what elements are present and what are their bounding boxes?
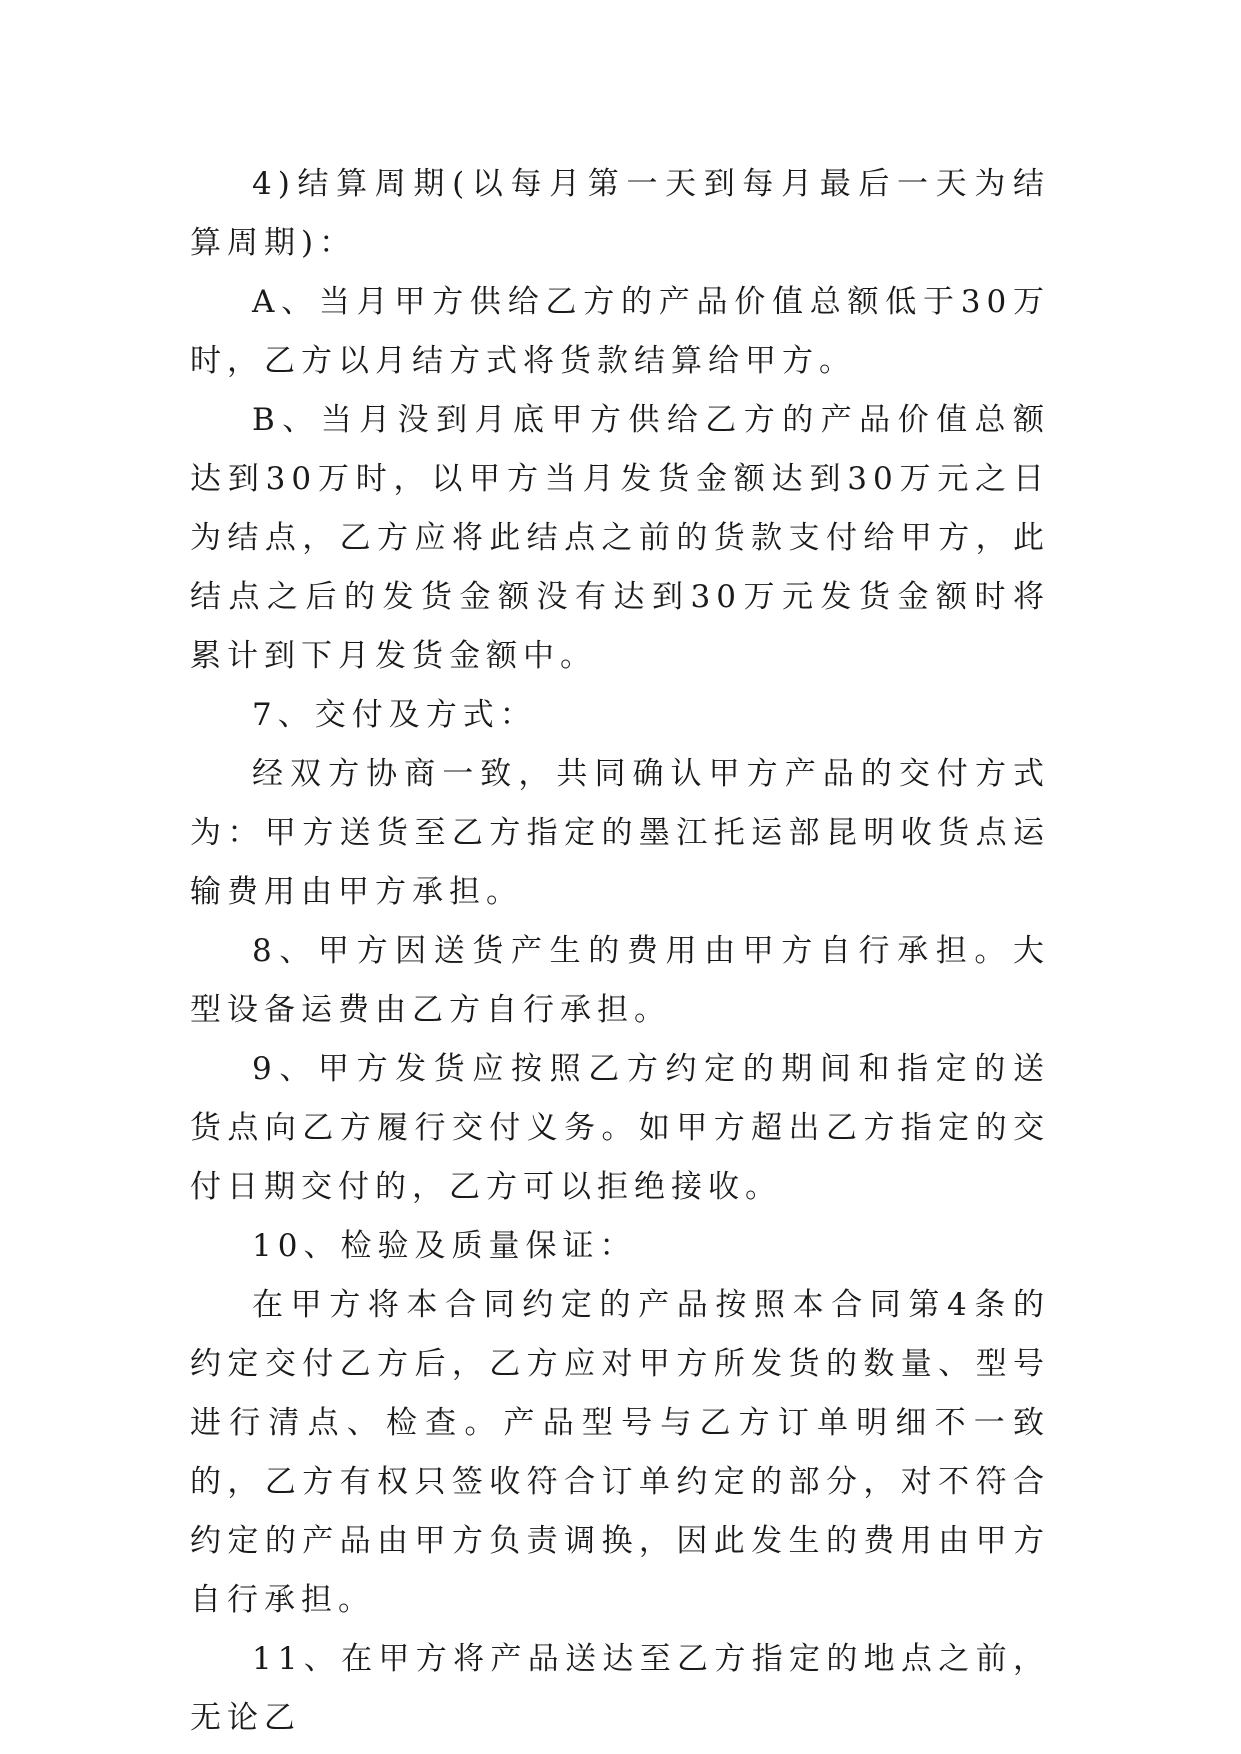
paragraph-inspection: 在甲方将本合同约定的产品按照本合同第4条的约定交付乙方后，乙方应对甲方所发货的数量、型号进行清点、检查。产品型号与乙方订单明细不一致的，乙方有权只签收符合订单约定的部分，对不符合约定的产品由甲方负责调换，因此发生的费用由甲方自行承担。: [190, 1287, 1050, 1618]
paragraph-settlement-period: 4)结算周期(以每月第一天到每月最后一天为结算周期)：: [190, 166, 1050, 261]
paragraph-clause-8: 8、甲方因送货产生的费用由甲方自行承担。大型设备运费由乙方自行承担。: [190, 933, 1050, 1028]
paragraph-clause-9: 9、甲方发货应按照乙方约定的期间和指定的送货点向乙方履行交付义务。如甲方超出乙方指定的交付日期交付的，乙方可以拒绝接收。: [190, 1051, 1050, 1205]
heading-inspection-quality: 10、检验及质量保证：: [252, 1228, 637, 1264]
heading-delivery-method: 7、交付及方式：: [252, 697, 537, 733]
document-body: [190, 155, 1050, 1748]
paragraph-delivery-method: 经双方协商一致，共同确认甲方产品的交付方式为：甲方送货至乙方指定的墨江托运部昆明收货点运输费用由甲方承担。: [190, 756, 1050, 910]
paragraph-clause-11: 11、在甲方将产品送达至乙方指定的地点之前，无论乙: [190, 1641, 1050, 1736]
paragraph-clause-a: A、当月甲方供给乙方的产品价值总额低于30万时，乙方以月结方式将货款结算给甲方。: [190, 284, 1050, 379]
paragraph-clause-b: B、当月没到月底甲方供给乙方的产品价值总额达到30万时，以甲方当月发货金额达到30万元之日为结点，乙方应将此结点之前的货款支付给甲方，此结点之后的发货金额没有达到30万元发货金额时将累计到下月发货金额中。: [190, 402, 1050, 674]
